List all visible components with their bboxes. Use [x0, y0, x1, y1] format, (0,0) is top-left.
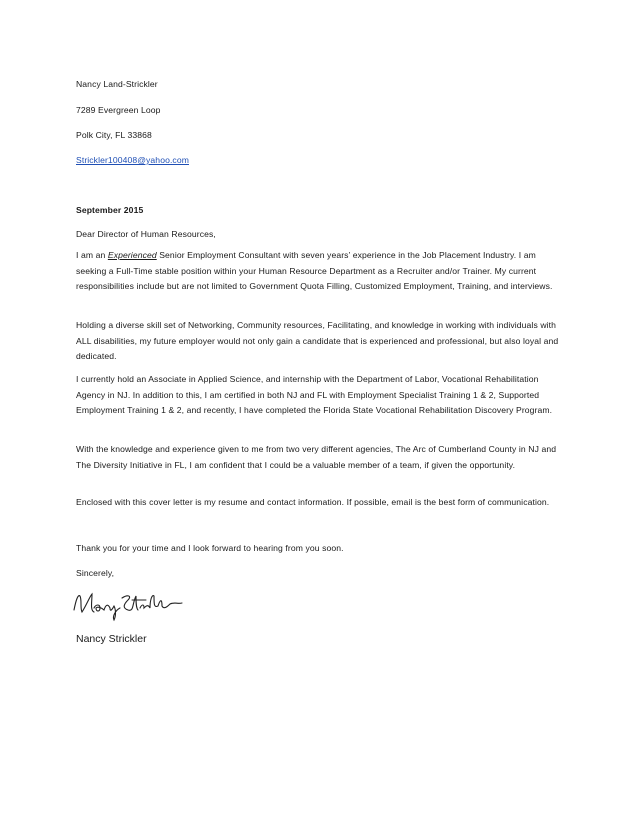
paragraph-4: With the knowledge and experience given to me from two very different agencies, The Arc of Cumberland County in NJ and The Diversity Initiative in FL, I am confident that I could be a valuable member of a team, if given the opportunity.	[76, 444, 557, 470]
letter-date: September 2015	[76, 205, 144, 215]
address-line-1: 7289 Evergreen Loop	[76, 105, 161, 115]
paragraph-5: Enclosed with this cover letter is my resume and contact information. If possible, email is the best form of communication.	[76, 497, 550, 507]
paragraph-6: Thank you for your time and I look forward to hearing from you soon.	[76, 543, 344, 553]
signature-name: Nancy Strickler	[76, 633, 147, 645]
address-line-2: Polk City, FL 33868	[76, 130, 152, 140]
email-link[interactable]: Strickler100408@yahoo.com	[76, 155, 189, 165]
sender-name: Nancy Land-Strickler	[76, 79, 158, 89]
paragraph-1-intro: I am an	[76, 250, 108, 260]
paragraph-1	[76, 248, 566, 295]
paragraph-3: I currently hold an Associate in Applied Science, and internship with the Department of Labor, Vocational Rehabilitation Agency in NJ. In addition to this, I am certified in both NJ and FL with Employment Specialist Training 1 & 2, Supported Employment Training 1 & 2, and recently, I have completed the Florida State Vocational Rehabilitation Discovery Program.	[76, 374, 553, 415]
salutation: Dear Director of Human Resources,	[76, 229, 216, 239]
closing: Sincerely,	[76, 568, 115, 578]
handwritten-signature-icon	[70, 586, 190, 622]
paragraph-1-emphasis: Experienced	[107, 250, 157, 260]
paragraph-1-rest: Senior Employment Consultant with seven years’ experience in the Job Placement Industry. I am seeking a Full-Time stable position within your Human Resource Department as a Recruiter and/or Trainer. My current responsibilities include but are not limited to Government Quota Filling, Customized Employment, Training, and interviews.	[76, 250, 553, 291]
paragraph-2: Holding a diverse skill set of Networking, Community resources, Facilitating, and knowledge in working with individuals with ALL disabilities, my future employer would not only gain a candidate that is experienced and professional, but also loyal and dedicated.	[76, 320, 559, 361]
